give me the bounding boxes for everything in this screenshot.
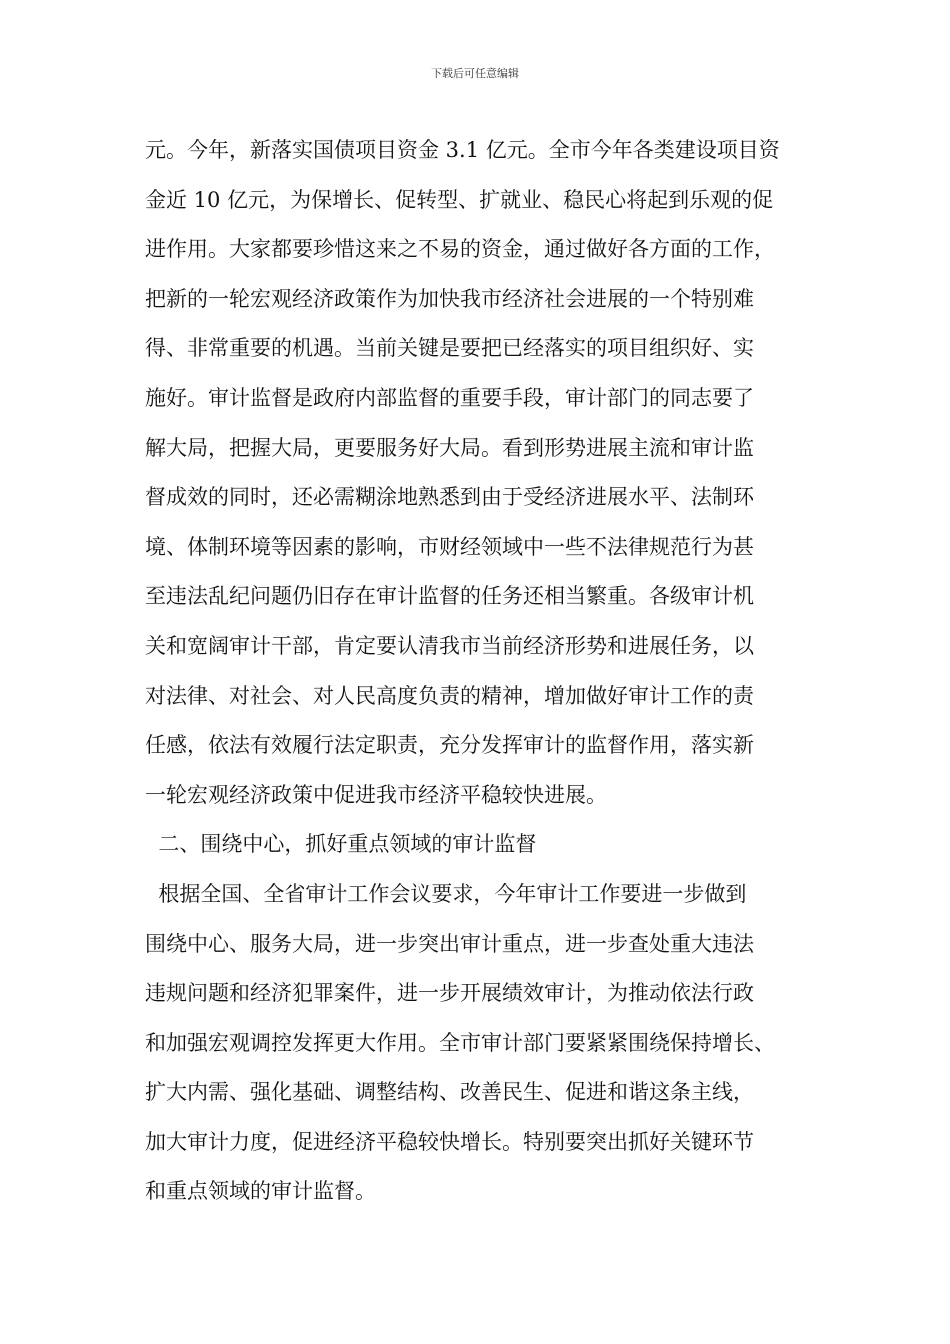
text-line: 扩大内需、强化基础、调整结构、改善民生、促进和谐这条主线，	[145, 1080, 754, 1105]
text-line: 关和宽阔审计干部，肯定要认清我市当前经济形势和进展任务，以	[145, 633, 754, 658]
text-line: 加大审计力度，促进经济平稳较快增长。特别要突出抓好关键环节	[145, 1129, 754, 1154]
text-line: 进作用。大家都要珍惜这来之不易的资金，通过做好各方面的工作，	[145, 237, 775, 262]
text-line: 督成效的同时，还必需糊涂地熟悉到由于受经济进展水平、法制环	[145, 485, 754, 510]
text-line: 违规问题和经济犯罪案件，进一步开展绩效审计，为推动依法行政	[145, 981, 754, 1006]
text-line: 和重点领域的审计监督。	[145, 1179, 376, 1204]
text-line: 元。今年，新落实国债项目资金 3.1 亿元。全市今年各类建设项目资	[145, 138, 780, 162]
text-line: 对法律、对社会、对人民高度负责的精神，增加做好审计工作的责	[145, 683, 754, 708]
text-line: 得、非常重要的机遇。当前关键是要把已经落实的项目组织好、实	[145, 336, 754, 361]
text-line: 境、体制环境等因素的影响，市财经领域中一些不法律规范行为甚	[145, 534, 754, 559]
text-line: 根据全国、全省审计工作会议要求，今年审计工作要进一步做到	[145, 881, 747, 906]
page-header: 下载后可任意编辑	[431, 67, 519, 80]
text-line: 围绕中心、服务大局，进一步突出审计重点，进一步查处重大违法	[145, 931, 754, 956]
section-heading: 二、围绕中心，抓好重点领域的审计监督	[145, 832, 537, 857]
text-line: 一轮宏观经济政策中促进我市经济平稳较快进展。	[145, 782, 607, 807]
text-line: 和加强宏观调控发挥更大作用。全市审计部门要紧紧围绕保持增长、	[145, 1030, 775, 1055]
text-line: 解大局，把握大局，更要服务好大局。看到形势进展主流和审计监	[145, 435, 754, 460]
text-line: 把新的一轮宏观经济政策作为加快我市经济社会进展的一个特别难	[145, 286, 754, 311]
text-line: 施好。审计监督是政府内部监督的重要手段，审计部门的同志要了	[145, 385, 754, 410]
document-body	[145, 126, 835, 1217]
text-line: 金近 10 亿元，为保增长、促转型、扩就业、稳民心将起到乐观的促	[145, 187, 774, 212]
text-line: 任感，依法有效履行法定职责，充分发挥审计的监督作用，落实新	[145, 733, 754, 758]
text-line: 至违法乱纪问题仍旧存在审计监督的任务还相当繁重。各级审计机	[145, 584, 754, 609]
